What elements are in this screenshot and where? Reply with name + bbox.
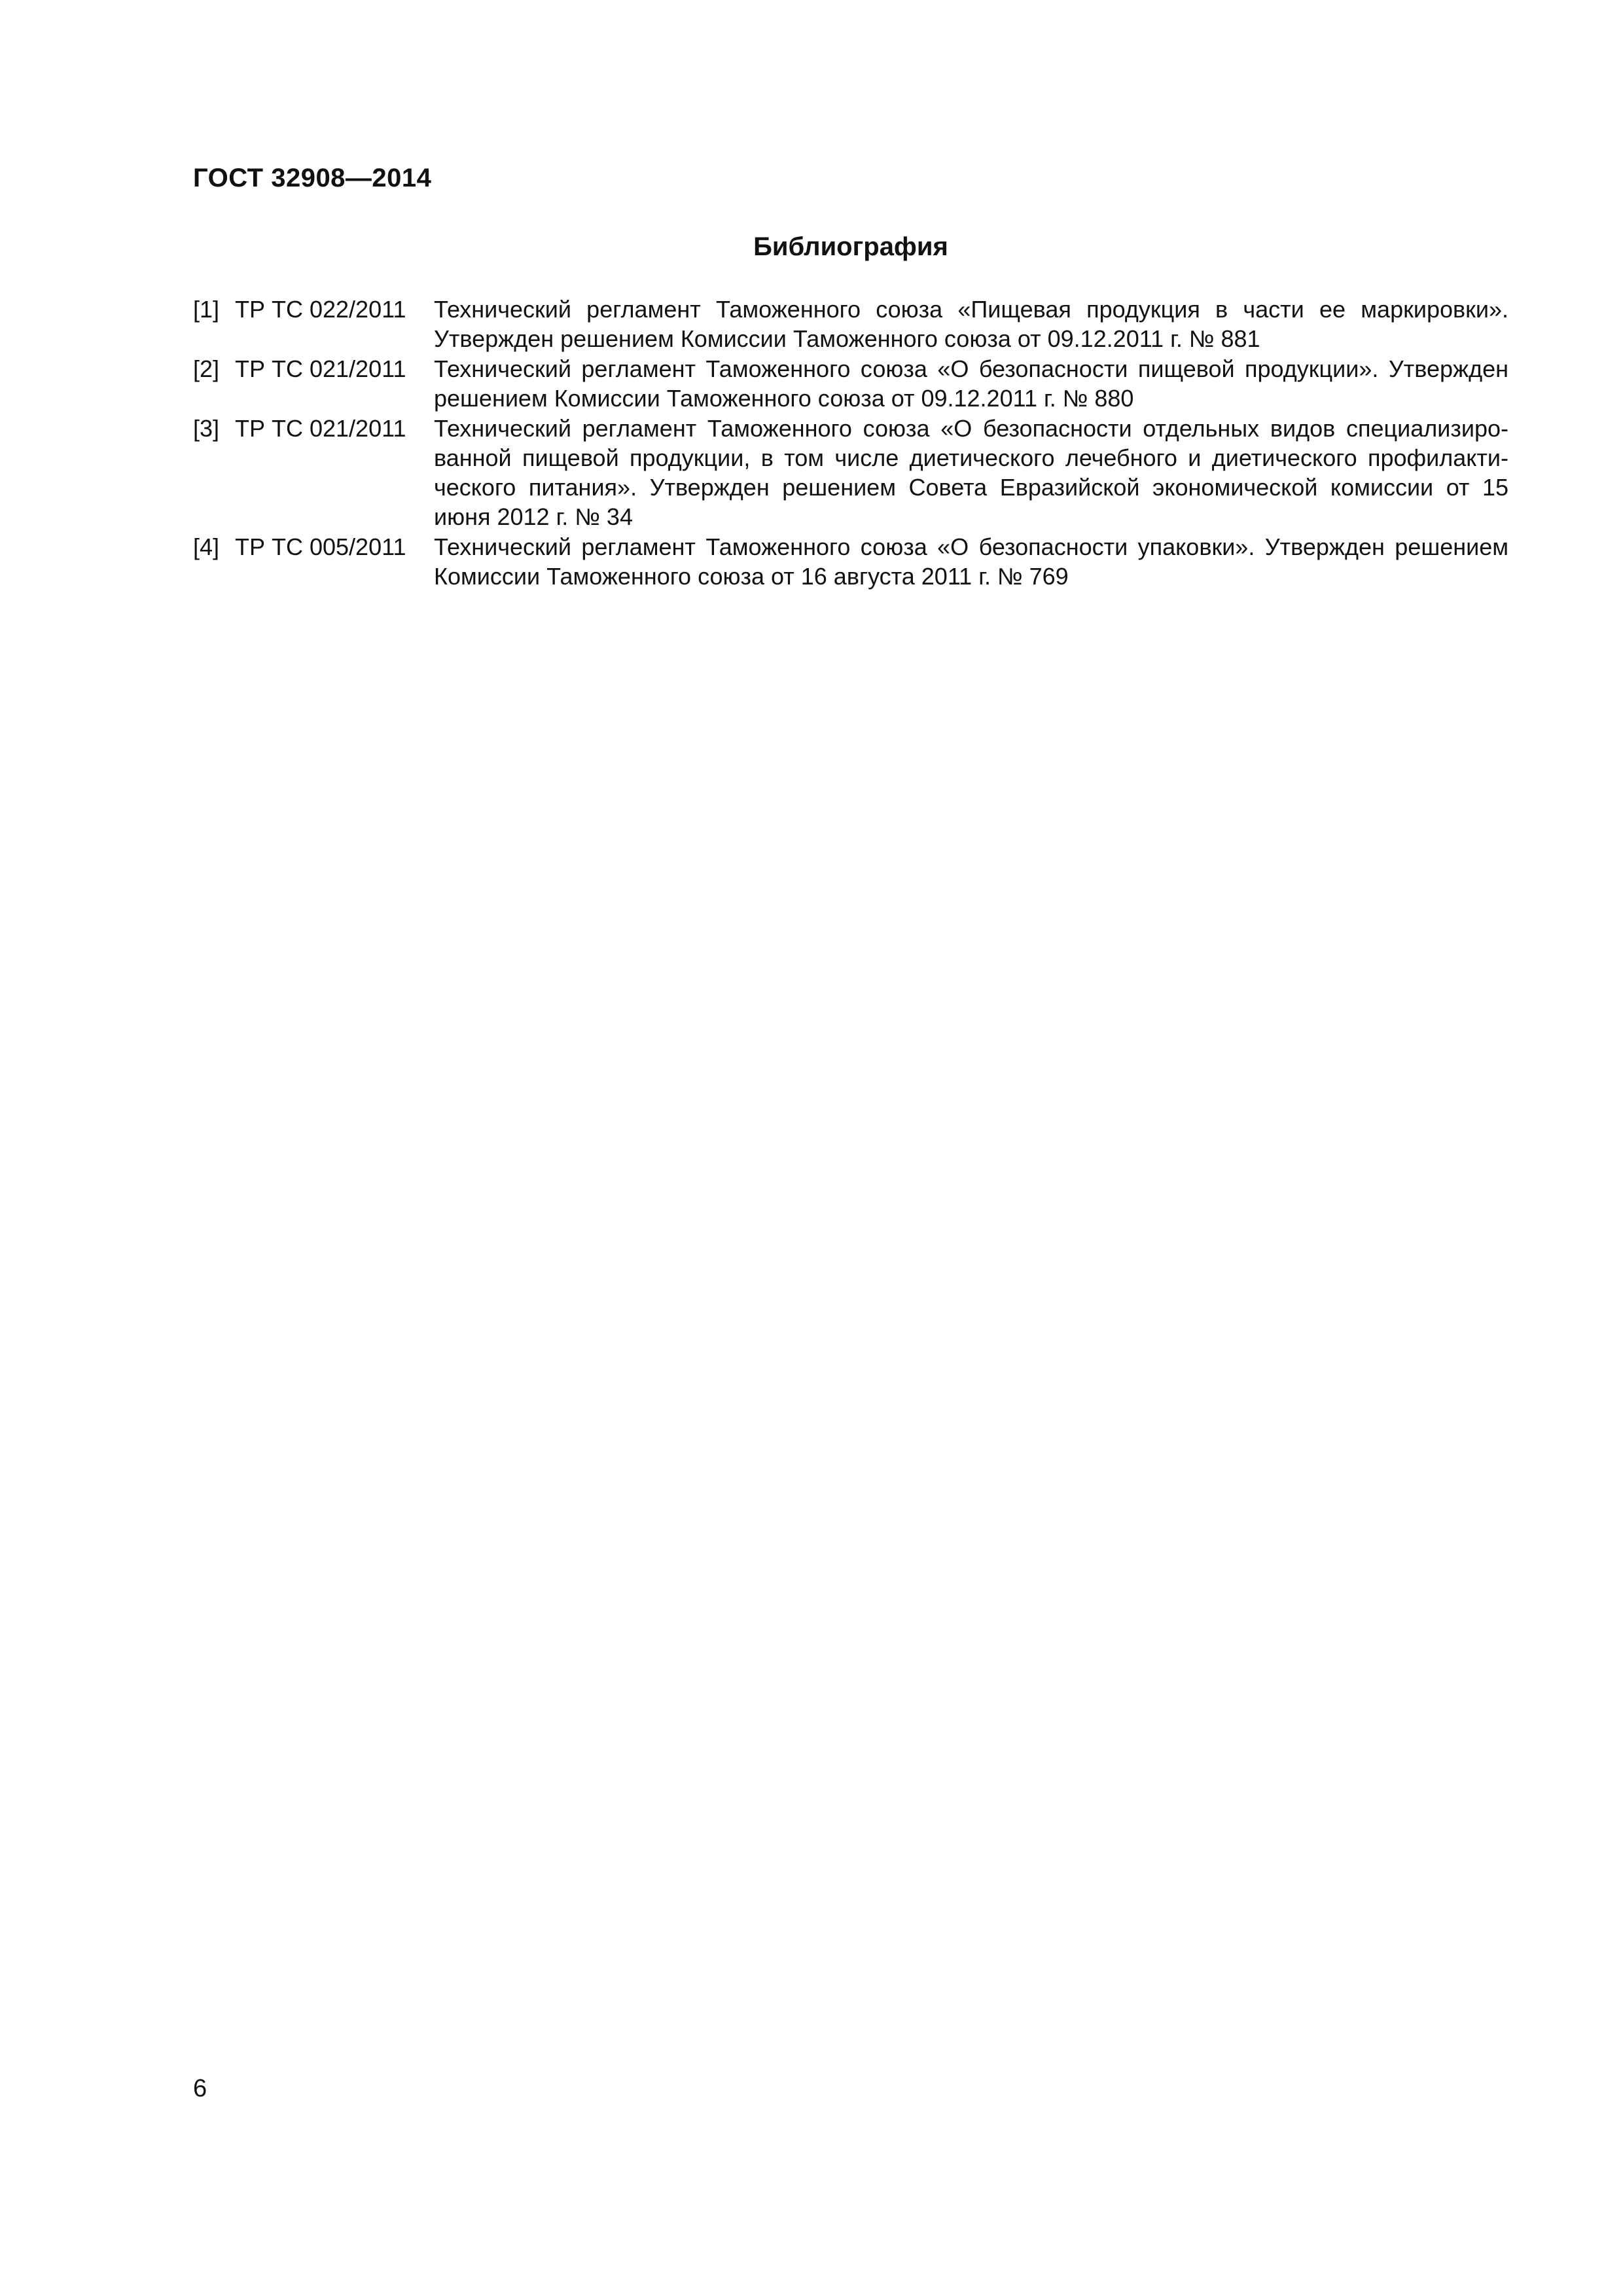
- entry-text: Технический регламент Таможенного союза «О безопасности пищевой продукции». Утвержден решением Комиссии Таможенного союза от 09.12.2011 г. № 880: [434, 355, 1508, 412]
- entry-code: ТР ТС 022/2011: [235, 296, 406, 323]
- entry-text: Технический регламент Таможенного союза «О безопасности упаковки». Утвержден решением Комиссии Таможенного союза от 16 августа 2011 г. № 769: [434, 533, 1508, 590]
- bibliography-entry: [193, 295, 1508, 353]
- bibliography-entry: [193, 354, 1508, 413]
- entry-number: [1]: [193, 296, 220, 323]
- entry-code: ТР ТС 021/2011: [235, 415, 406, 442]
- entry-number: [2]: [193, 355, 220, 382]
- bibliography-entry: [193, 414, 1508, 531]
- bibliography-list: [193, 295, 1508, 592]
- entry-text: Технический регламент Таможенного союза «Пищевая продукция в части ее маркировки». Утвержден решением Комиссии Таможенного союза от 09.12.2011 г. № 881: [434, 296, 1508, 352]
- entry-number: [3]: [193, 415, 220, 442]
- bibliography-entry: [193, 532, 1508, 591]
- bibliography-title: Библиография: [753, 232, 948, 261]
- page-number: 6: [193, 2075, 207, 2102]
- entry-number: [4]: [193, 533, 220, 560]
- entry-code: ТР ТС 005/2011: [235, 533, 406, 560]
- document-header: ГОСТ 32908—2014: [193, 164, 432, 192]
- entry-code: ТР ТС 021/2011: [235, 355, 406, 382]
- entry-text: Технический регламент Таможенного союза «О безопасности отдельных видов специализированной пищевой продукции, в том числе диетического лечебного и диетического профилактического питания». Утвержден решением Совета Евразийской экономической комиссии от 15 июня 2012 г. № 34: [434, 415, 1508, 530]
